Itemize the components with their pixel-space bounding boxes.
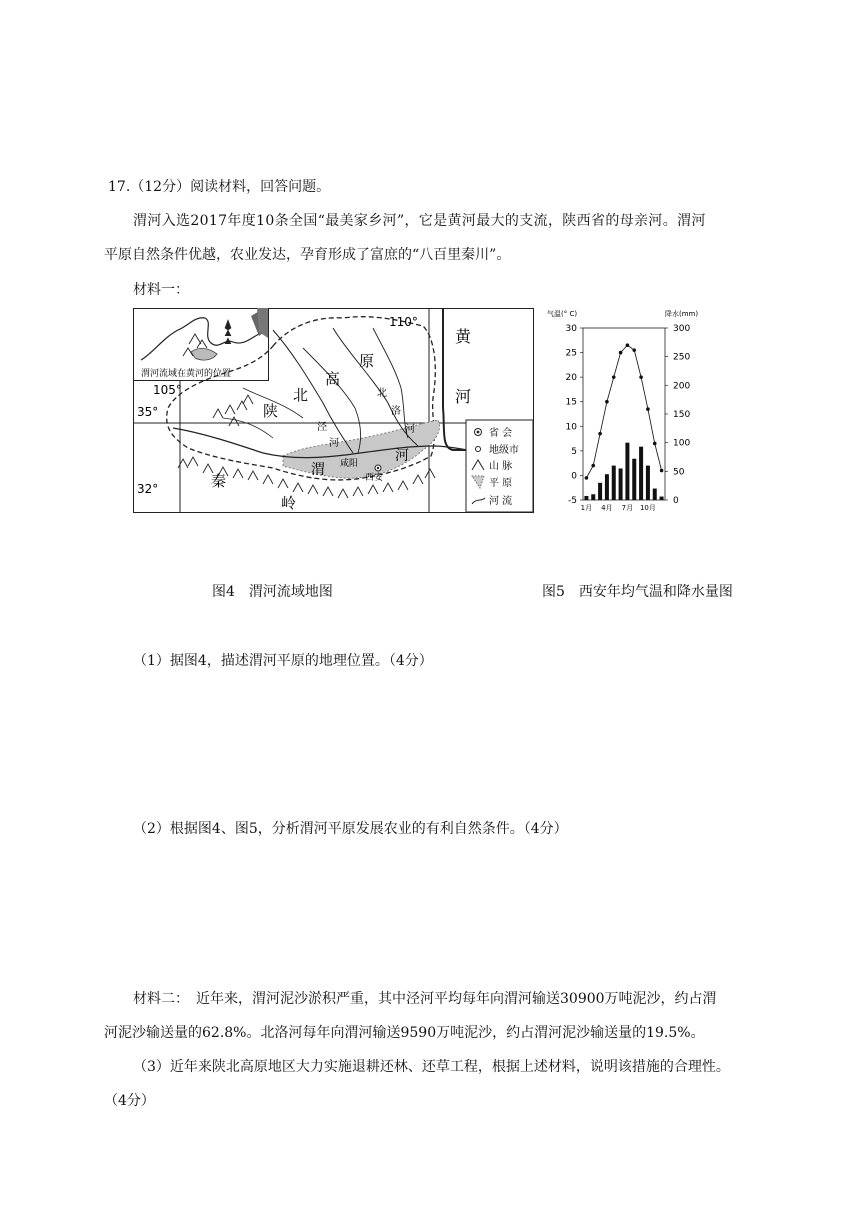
right-tick-label: 200 (673, 381, 691, 392)
temperature-point-6 (619, 351, 623, 355)
question-3-line-2: （4分） (104, 1093, 155, 1109)
right-tick-label: 50 (673, 467, 685, 478)
material2-line-2: 河泥沙输送量的62.8%。北洛河每年向渭河输送9590万吨泥沙，约占渭河泥沙输送量的19.5%。 (104, 1025, 705, 1041)
precip-bar-11 (653, 489, 657, 500)
beiluo-label-3: 河 (405, 424, 415, 435)
inset-label: 渭河流域在黄河的位置 (141, 369, 232, 379)
x-tick-label: 1月 (580, 504, 593, 512)
temperature-point-4 (605, 400, 609, 404)
temperature-point-11 (653, 442, 657, 446)
left-axis-label: 气温(° C) (547, 310, 578, 318)
lon-105-label: 105° (153, 383, 182, 397)
left-tick-label: 0 (571, 471, 577, 482)
temperature-point-7 (626, 343, 630, 347)
x-tick-label: 4月 (601, 504, 613, 512)
right-tick-label: 100 (673, 438, 691, 449)
legend-capital: 省 会 (489, 428, 513, 439)
left-tick-label: 15 (565, 397, 577, 408)
temperature-line (586, 345, 661, 478)
question-1: （1）据图4，描述渭河平原的地理位置。（4分） (133, 653, 433, 669)
beiluo-label-2: 洛 (391, 406, 401, 417)
precip-bar-1 (584, 496, 588, 500)
intro-line-1: 渭河入选2017年度10条全国“最美家乡河”，它是黄河最大的支流，陕西省的母亲河。渭河 (133, 213, 706, 229)
plateau-label-4: 原 (359, 352, 375, 370)
qinling-label-1: 秦 (211, 472, 227, 490)
precip-bar-6 (619, 468, 623, 500)
x-tick-label: 7月 (621, 504, 634, 512)
river-huang-label-2: 河 (455, 387, 472, 406)
question-number-line: 17.（12分）阅读材料，回答问题。 (108, 179, 331, 195)
right-tick-label: 0 (673, 496, 679, 506)
precip-bar-9 (639, 447, 643, 500)
precip-bar-7 (625, 443, 629, 500)
temperature-point-5 (612, 375, 616, 379)
weihe-basin-map (133, 308, 534, 513)
temperature-point-12 (660, 469, 664, 473)
right-tick-label: 300 (673, 324, 691, 334)
left-tick-label: 5 (571, 446, 577, 457)
right-axis-label: 降水(mm) (665, 310, 699, 318)
wei-label-1: 渭 (311, 462, 325, 478)
figure4-caption: 图4 渭河流域地图 (212, 584, 333, 600)
temperature-point-9 (639, 375, 643, 379)
temperature-point-1 (585, 476, 589, 480)
precip-bar-5 (612, 466, 616, 500)
precip-bar-2 (591, 494, 595, 500)
precip-bar-10 (646, 466, 650, 500)
plateau-label-2: 北 (293, 386, 309, 404)
question-2: （2）根据图4、图5，分析渭河平原发展农业的有利自然条件。（4分） (133, 821, 568, 837)
left-tick-label: 10 (565, 422, 577, 433)
jing-label-1: 泾 (317, 422, 327, 433)
plateau-label-3: 高 (325, 370, 341, 388)
precip-bar-8 (632, 459, 636, 500)
river-huang-label-1: 黄 (455, 327, 472, 346)
right-tick-label: 250 (673, 352, 691, 363)
material2-line-1: 材料二： 近年来，渭河泥沙淤积严重，其中泾河平均每年向渭河输送30900万吨泥沙，约占渭 (133, 991, 717, 1007)
precip-bar-4 (605, 474, 609, 500)
x-tick-label: 10月 (639, 504, 656, 512)
qinling-label-2: 岭 (281, 494, 297, 512)
lon-110-label: 110° (389, 315, 418, 329)
right-tick-label: 150 (673, 410, 691, 420)
city-xian-label: 西安 (365, 473, 384, 483)
precip-bar-12 (660, 497, 664, 500)
legend-plain: 平 原 (489, 478, 513, 489)
jing-label-2: 河 (329, 438, 339, 449)
figure5-caption: 图5 西安年均气温和降水量图 (542, 584, 733, 600)
wei-label-2: 河 (395, 448, 409, 464)
city-xianyang-label: 咸阳 (340, 459, 359, 469)
legend-mountain: 山 脉 (489, 461, 513, 472)
plot-frame (583, 328, 665, 500)
left-tick-label: -5 (568, 496, 577, 506)
temperature-point-2 (591, 464, 595, 468)
temperature-point-3 (598, 432, 602, 436)
temperature-point-10 (646, 407, 650, 411)
beiluo-label-1: 北 (377, 388, 387, 399)
map-legend (466, 420, 533, 512)
question-3-line-1: （3）近年来陕北高原地区大力实施退耕还林、还草工程，根据上述材料，说明该措施的合理性。 (133, 1059, 730, 1075)
lat-35-label: 35° (137, 405, 159, 419)
precip-bar-3 (598, 483, 602, 500)
material1-label: 材料一： (133, 282, 189, 298)
legend-river: 河 流 (489, 496, 513, 507)
left-tick-label: 25 (565, 348, 577, 359)
legend-city: 地级市 (489, 445, 519, 456)
plateau-label-1: 陕 (263, 402, 279, 420)
left-tick-label: 20 (565, 373, 577, 384)
temperature-point-8 (632, 348, 636, 352)
xian-climate-chart (545, 306, 705, 516)
lat-32-label: 32° (137, 482, 159, 496)
intro-line-2: 平原自然条件优越，农业发达，孕育形成了富庶的“八百里秦川”。 (104, 247, 511, 263)
left-tick-label: 30 (565, 324, 577, 334)
